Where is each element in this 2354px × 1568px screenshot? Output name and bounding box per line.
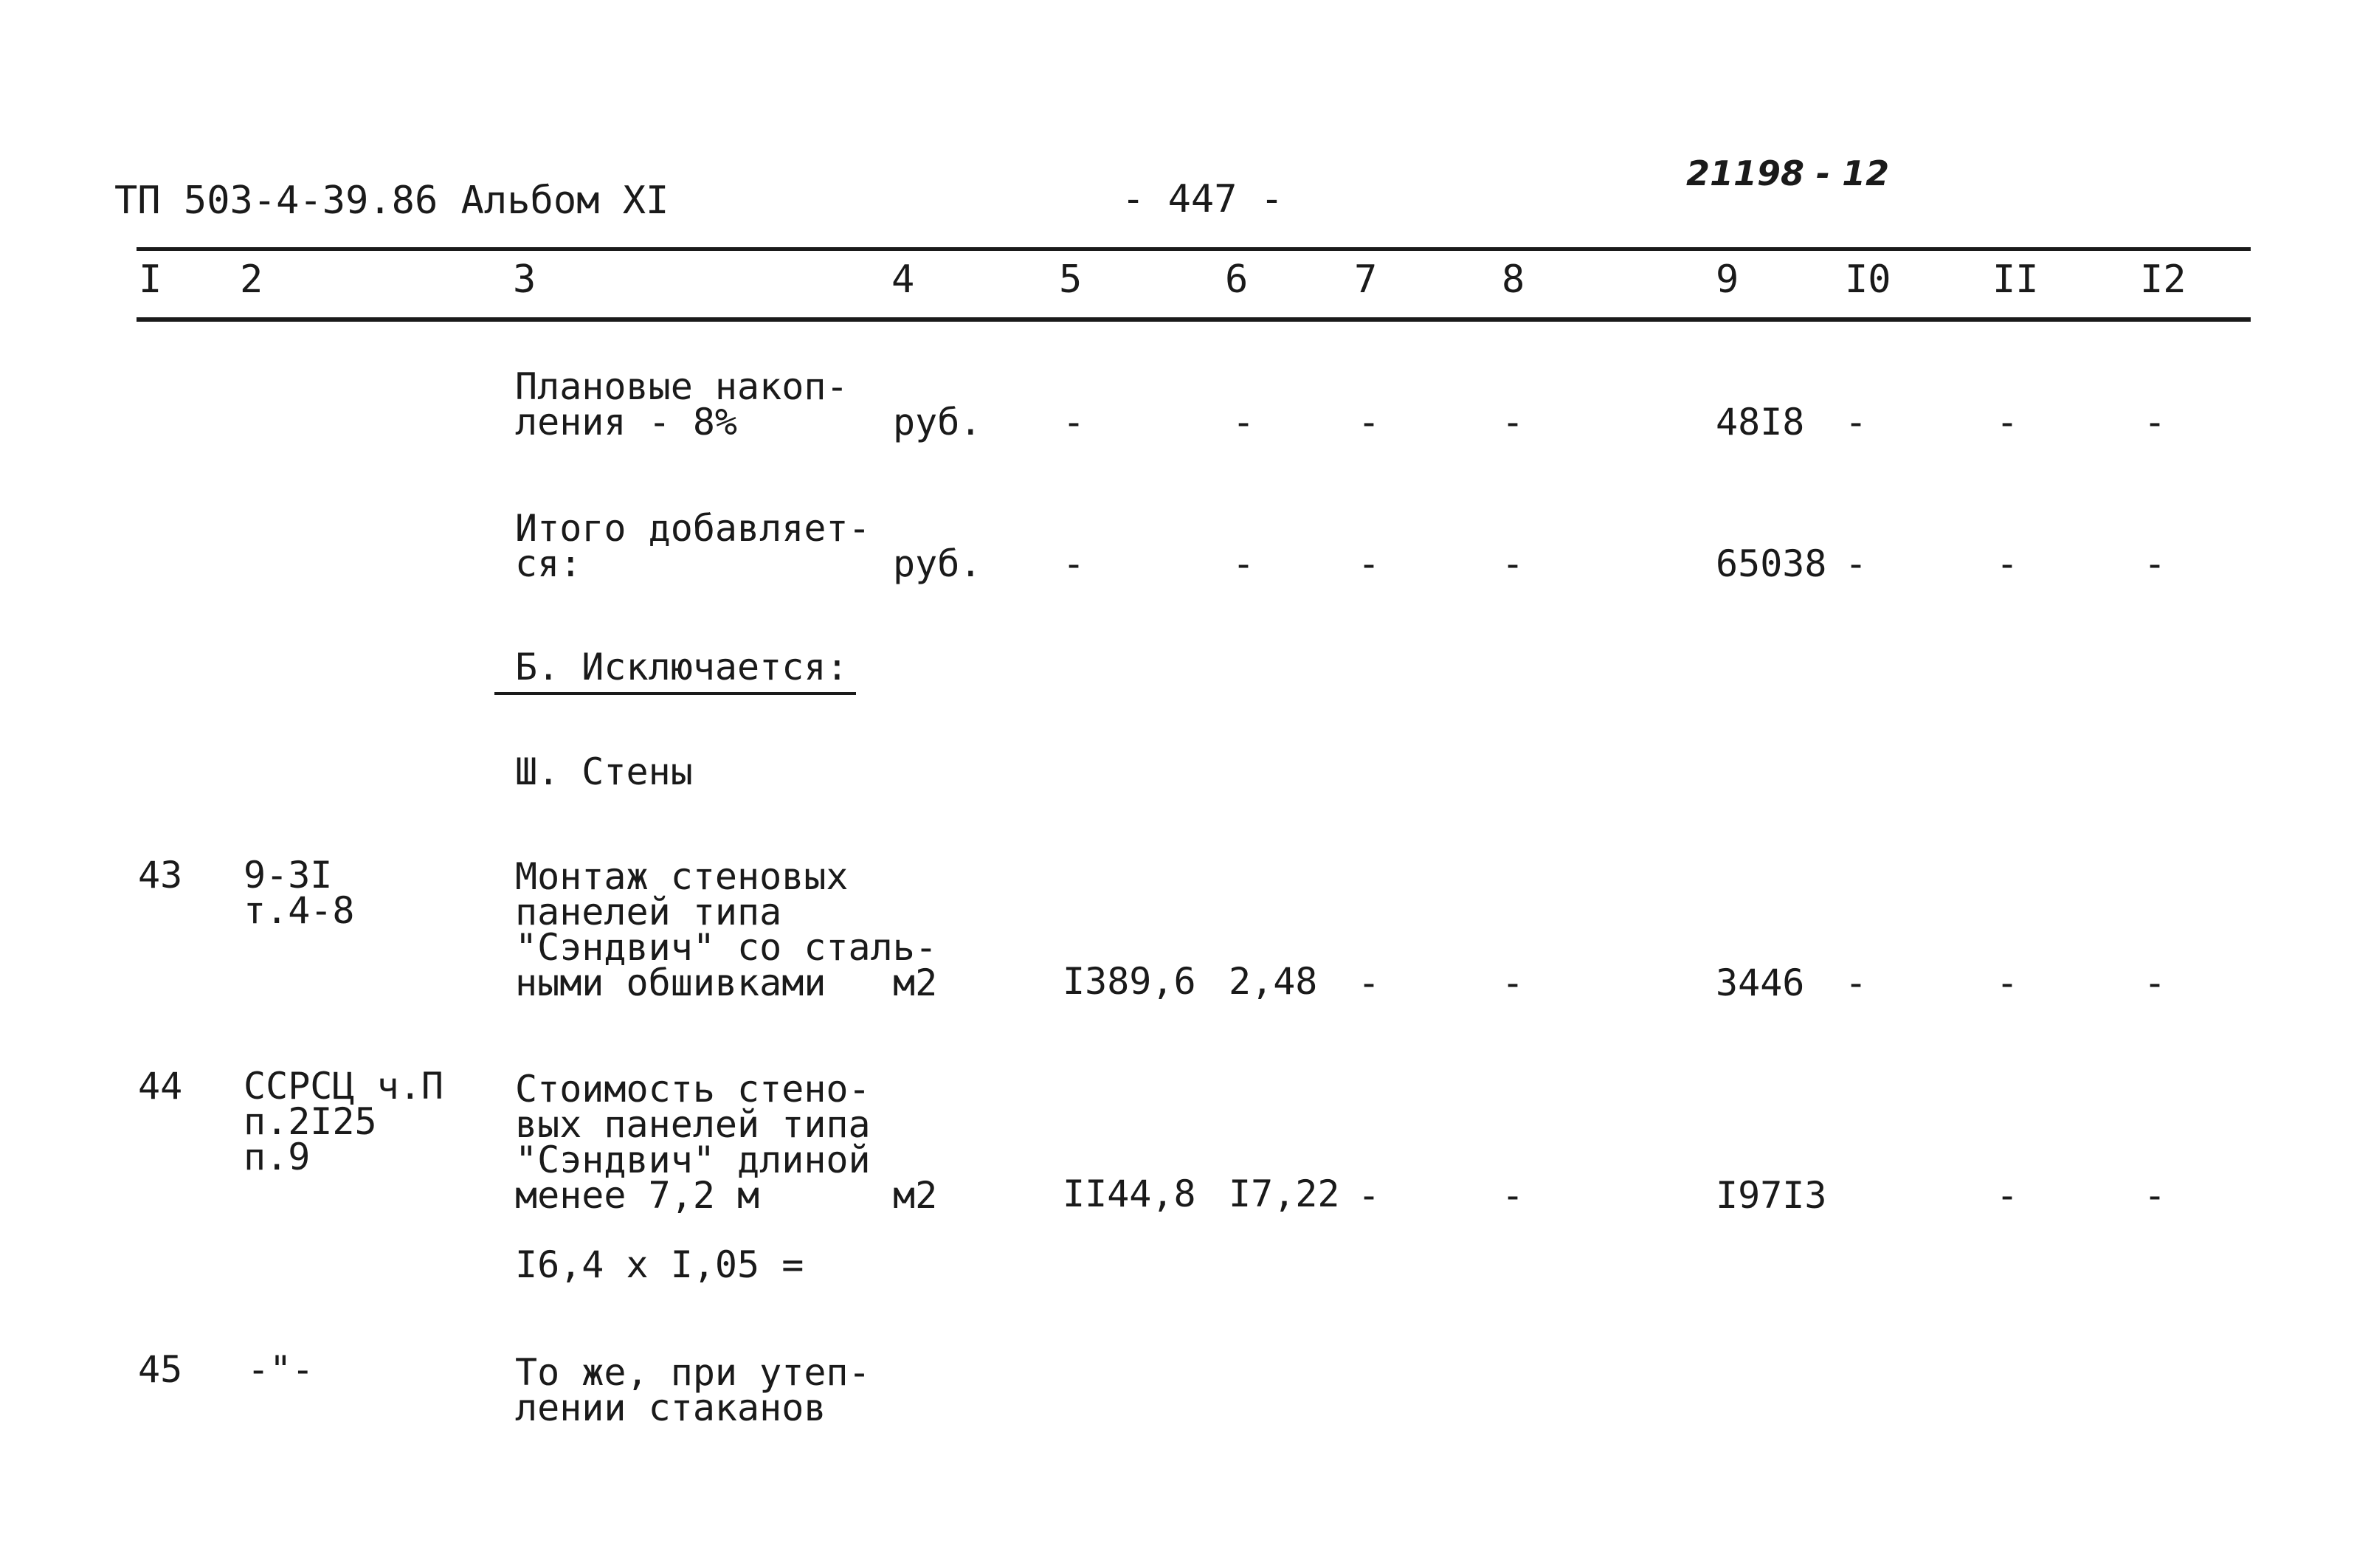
row-description: Итого добавляет- ся: <box>515 507 871 585</box>
column-header-7: 7 <box>1354 258 1378 302</box>
subsection-heading: Ш. Стены <box>515 750 693 793</box>
row-col8: - <box>1502 961 1525 1004</box>
row-description: Плановые накоп- ления - 8% <box>515 365 849 443</box>
row-description: То же, при утеп- лении стаканов <box>515 1351 871 1429</box>
document-title: ТП 503-4-39.86 Альбом XI <box>114 179 669 223</box>
row-col7: - <box>1358 961 1381 1004</box>
row-col10: - <box>1845 542 1868 585</box>
row-col9: I97I3 <box>1716 1174 1827 1217</box>
row-col12: - <box>2144 542 2167 585</box>
column-header-3: 3 <box>513 258 536 302</box>
row-col10: - <box>1845 961 1868 1004</box>
page-number: - 447 - <box>1122 177 1284 221</box>
row-col5: I389,6 <box>1063 960 1196 1003</box>
row-col5: II44,8 <box>1063 1172 1196 1215</box>
column-header-8: 8 <box>1502 258 1525 302</box>
row-col11: - <box>1996 401 2019 443</box>
row-col7: - <box>1358 401 1381 443</box>
row-description: Монтаж стеновых панелей типа "Сэндвич" со сталь- ными обшивками <box>515 855 937 1004</box>
row-unit: руб. <box>893 542 982 585</box>
row-unit: руб. <box>893 401 982 443</box>
row-col8: - <box>1502 401 1525 443</box>
header-bottom-rule <box>137 317 2251 322</box>
document-code: 21198 - 12 <box>1686 153 1890 193</box>
row-col6: 2,48 <box>1229 960 1318 1003</box>
row-col9: 48I8 <box>1716 401 1805 443</box>
row-col12: - <box>2144 1174 2167 1217</box>
row-unit: м2 <box>893 1174 938 1217</box>
row-col9: 65038 <box>1716 542 1827 585</box>
row-formula: I6,4 х I,05 = <box>515 1243 804 1286</box>
row-description: Стоимость стено- вых панелей типа "Сэндвич" длиной менее 7,2 м <box>515 1068 871 1217</box>
row-number: 44 <box>138 1065 183 1108</box>
section-heading: Б. Исключается: <box>494 649 856 695</box>
row-col12: - <box>2144 401 2167 443</box>
row-col5: - <box>1063 401 1085 443</box>
column-header-2: 2 <box>240 258 263 302</box>
column-header-4: 4 <box>891 258 915 302</box>
column-header-11: II <box>1992 258 2039 302</box>
row-col8: - <box>1502 542 1525 585</box>
row-col6: - <box>1232 401 1255 443</box>
column-header-5: 5 <box>1059 258 1083 302</box>
row-reference: -"- <box>247 1348 314 1391</box>
row-col11: - <box>1996 1174 2019 1217</box>
row-col6: I7,22 <box>1229 1172 1340 1215</box>
column-header-1: I <box>139 258 162 302</box>
row-reference: ССРСЦ ч.П п.2I25 п.9 <box>244 1065 443 1178</box>
row-number: 45 <box>138 1348 183 1391</box>
row-col9: 3446 <box>1716 961 1805 1004</box>
row-col7: - <box>1358 1174 1381 1217</box>
column-header-9: 9 <box>1716 258 1739 302</box>
row-number: 43 <box>138 854 183 897</box>
header-top-rule <box>137 247 2251 251</box>
row-col7: - <box>1358 542 1381 585</box>
row-col8: - <box>1502 1174 1525 1217</box>
row-reference: 9-3I т.4-8 <box>244 854 355 932</box>
column-header-10: I0 <box>1845 258 1891 302</box>
column-header-12: I2 <box>2140 258 2186 302</box>
row-col5: - <box>1063 542 1085 585</box>
row-col11: - <box>1996 542 2019 585</box>
column-header-6: 6 <box>1225 258 1249 302</box>
row-col11: - <box>1996 961 2019 1004</box>
row-col6: - <box>1232 542 1255 585</box>
row-col12: - <box>2144 961 2167 1004</box>
row-unit: м2 <box>893 961 938 1004</box>
row-col10: - <box>1845 401 1868 443</box>
